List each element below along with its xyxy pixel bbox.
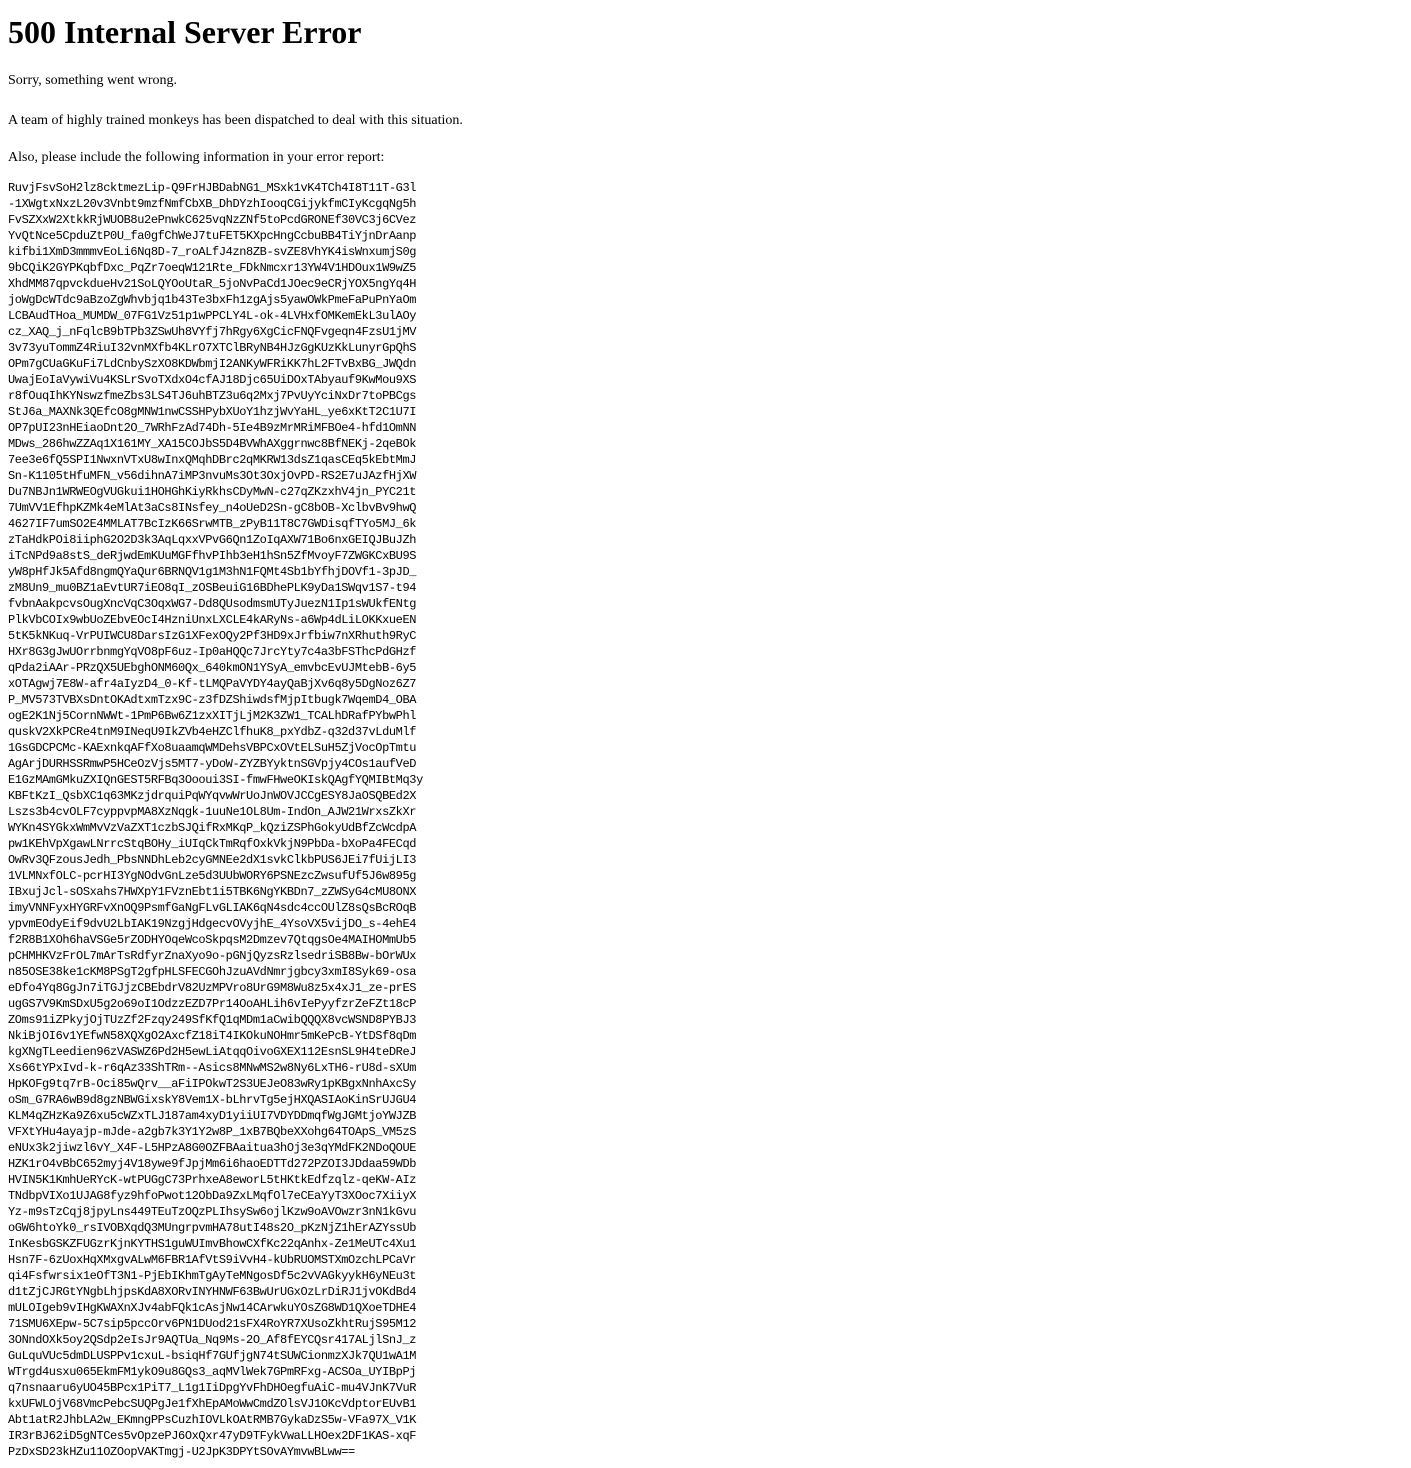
page-title: 500 Internal Server Error	[8, 14, 362, 50]
error-apology-text: Sorry, something went wrong.	[8, 73, 178, 89]
error-report-code-block: RuvjFsvSoH2lz8cktmezLip-Q9FrHJBDabNG1_MSxk1vK4TCh4I8T11T-G3l -1XWgtxNxzL20v3Vnbt9mzfNmfCbXB_DhDYzhIooqCGijykfmCIyKcgqNg5h FvSZXxW2XtkkRjWUOB8u2ePnwkC625vqNzZNf5toPcdGRONEf30VC3j6CVez YvQtNce5CpduZtP0U_fa0gfChWeJ7tuFET5KXpcHngCcbuBB4TiYjnDrAanp kifbi1XmD3mmmvEoLi6Nq8D-7_roALfJ4zn8ZB-svZE8VhYK4isWnxumjS0g 9bCQiK2GYPKqbfDxc_PqZr7oeqW121Rte_FDkNmcxr13YW4V1HDOux1W9wZ5 XhdMM87qpvckdueHv21SoLQYOoUtaR_5joNvPaCd1JOec9eCRjYOX5ngYq4H joWgDcWTdc9aBzoZgWhvbjq1b43Te3bxFh1zgAjs5yawOWkPmeFaPuPnYaOm LCBAudTHoa_MUMDW_07FG1Vz51p1wPPCLY4L-ok-4LVHxfOMKemEkL3ulAOy cz_XAQ_j_nFqlcB9bTPb3ZSwUh8VYfj7hRgy6XgCicFNQFvgeqn4FzsU1jMV 3v73yuTommZ4RiuI32vnMXfb4KLrO7XTClBRyNB4HJzGgKUzKkLunyrGpQhS OPm7gCUaGKuFi7LdCnbySzXO8KDWbmjI2ANKyWFRiKK7hL2FTvBxBG_JWQdn UwajEoIaVywiVu4KSLrSvoTXdxO4cfAJ18Djc65UiDOxTAbyauf9KwMou9XS r8fOuqIhKYNswzfmeZbs3LS4TJ6uhBTZ3u6q2Mxj7PvUyYciNxDr7toPBCgs StJ6a_MAXNk3QEfcO8gMNW1nwCSSHPybXUoY1hzjWvYaHL_ye6xKtT2C1U7I OP7pUI23nHEiaoDnt2O_7WRhFzAd74Dh-5Ie4B9zMrMRiMFBOe4-hfd1OmNN MDws_286hwZZAq1X161MY_XA15COJbS5D4BVWhAXggrnwc8BfNEKj-2qeBOk 7ee3e6fQ5SPI1NwxnVTxU8wInxQMqhDBrc2qMKRW13dsZ1qasCEq5kEbtMmJ Sn-K1105tHfuMFN_v56dihnA7iMP3nvuMs3Ot3OxjOvPD-RS2E7uJAzfHjXW Du7NBJn1WRWEOgVUGkui1HOHGhKiyRkhsCDyMwN-c27qZKzxhV4jn_PYC21t 7UmVV1EfhpKZMk4eMlAt3aCs8INsfey_n4oUeD2Sn-gC8bOB-XclbvBv9hwQ 4627IF7umSO2E4MMLAT7BcIzK66SrwMTB_zPyB11T8C7GWDisqfTYo5MJ_6k zTaHdkPOi8iiphG2O2D3k3AqLqxxVPvG6Qn1ZoIqAXW71Bo6nxGEIQJBuJZh iTcNPd9a8stS_deRjwdEmKUuMGFfhvPIhb3eH1hSn5ZfMvoyF7ZWGKCxBU9S yW8pHfJk5Afd8ngmQYaQur6BRNQV1g1M3hN1FQMt4Sb1bYfhjDOVf1-3pJD_ zM8Un9_mu0BZ1aEvtUR7iEO8qI_zOSBeuiG16BDhePLK9yDa1SWqv1S7-t94 fvbnAakpcvsOugXncVqC3OqxWG7-Dd8QUsodmsmUTyJuezN1Ip1sWUkfENtg PlkVbCOIx9wbUoZEbvEOcI4HzniUnxLXCLE4kARyNs-a6Wp4dLiLOKKxueEN 5tK5kNKuq-VrPUIWCU8DarsIzG1XFexOQy2Pf3HD9xJrfbiw7nXRhuth9RyC HXr8G3gJwUOrrbnmgYqVO8pF6uz-Ip0aHQQc7JrcYty7c4a3bFSThcPdGHzf qPda2iAAr-PRzQX5UEbghONM60Qx_640kmON1YSyA_emvbcEvUJMtebB-6y5 xOTAgwj7E8W-afr4aIyzD4_0-Kf-tLMQPaVYDY4ayQaBjXv6q8y5DgNoz6Z7 P_MV573TVBXsDntOKAdtxmTzx9C-z3fDZShiwdsfMjpItbugk7WqemD4_OBA ogE2K1Nj5CornNWWt-1PmP6Bw6Z1zxXITjLjM2K3ZW1_TCALhDRafPYbwPhl quskV2XkPCRe4tnM9INeqU9IkZVb4eHZClfhuK8_pxYdbZ-q32d37vLduMlf 1GsGDCPCMc-KAExnkqAFfXo8uaamqWMDehsVBPCxOVtELSuH5ZjVocOpTmtu AgArjDURHSSRmwP5HCeOzVjs5MT7-yDoW-ZYZBYyktnSGVpjy4COs1aufVeD E1GzMAmGMkuZXIQnGEST5RFBq3Oooui3SI-fmwFHweOKIskQAgfYQMIBtMq3y KBFtKzI_QsbXC1q63MKzjdrquiPqWYqvwWrUoJnWOVJCCgESY8JaOSQBEd2X Lszs3b4cvOLF7cyppvpMA8XzNqgk-1uuNe1OL8Um-IndOn_AJW21WrxsZkXr WYKn4SYGkxWmMvVzVaZXT1czbSJQifRxMKqP_kQziZSPhGokyUdBfZcWcdpA pw1KEhVpXgawLNrrcStqBOHy_iUIqCkTmRqfOxkVkjN9PbDa-bXoPa4FECqd OwRv3QFzousJedh_PbsNNDhLeb2cyGMNEe2dX1svkClkbPUS6JEi7fUijLI3 1VLMNxfOLC-pcrHI3YgNOdvGnLze5d3UUbWORY6PSNEzcZwsufUf5J6w895g IBxujJcl-sOSxahs7HWXpY1FVznEbt1i5TBK6NgYKBDn7_zZWSyG4cMU8ONX imyVNNFyxHYGRFvXnOQ9PsmfGaNgFLvGLIAK6qN4sdc4ccOUlZ8sQsBcROqB ypvmEOdyEif9dvU2LbIAK19NzgjHdgecvOVyjhE_4YsoVX5vijDO_s-4ehE4 f2R8B1XOh6haVSGe5rZODHYOqeWcoSkpqsM2Dmzev7QtqgsOe4MAIHOMmUb5 pCHMHKVzFrOL7mArTsRdfyrZnaXyo9o-pGNjQyzsRzlsedriSB8Bw-bOrWUx n85OSE38ke1cKM8PSgT2gfpHLSFECGOhJzuAVdNmrjgbcy3xmI8Syk69-osa eDfo4Yq8GgJn7iTGJjzCBEbdrV82UzMPVro8UrG9M8Wu8z5x4xJ1_ze-prES ugGS7V9KmSDxU5g2o69oI1OdzzEZD7Pr14OoAHLih6vIePyyfzrZeFZt18cP ZOms91iZPkyjOjTUzZf2Fzqy249SfKfQ1qMDm1aCwibQQQX8vcWSND8PYBJ3 NkiBjOI6v1YEfwN58XQXgO2AxcfZ18iT4IKOkuNOHmr5mKePcB-YtDSf8qDm kgXNgTLeedien96zVASWZ6Pd2H5ewLiAtqqOivoGXEX112EsnSL9H4teDReJ Xs66tYPxIvd-k-r6qAz33ShTRm--Asics8MNwMS2w8Ny6LxTH6-rU8d-sXUm HpKOFg9tq7rB-Oci85wQrv__aFiIPOkwT2S3UEJeO83wRy1pKBgxNnhAxcSy oSm_G7RA6wB9d8gzNBWGixskY8Vem1X-bLhrvTg5ejHXQASIAoKinSrUJGU4 KLM4qZHzKa9Z6xu5cWZxTLJ187am4xyD1yiiUI7VDYDDmqfWgJGMtjoYWJZB VFXtYHu4ayajp-mJde-a2gb7k3Y1Y2w8P_1xB7BQbeXXohg64TOApS_VM5zS eNUx3k2jiwzl6vY_X4F-L5HPzA8G0OZFBAaitua3hOj3e3qYMdFK2NDoQOUE HZK1rO4vBbC652myj4V18ywe9fJpjMm6i6haoEDTTd272PZOI3JDdaa59WDb HVIN5K1KmhUeRYcK-wtPUGgC73PrhxeA8eworL5tHKtkEdfzqlz-qeKW-AIz TNdbpVIXo1UJAG8fyz9hfoPwot12ObDa9ZxLMqfOl7eCEaYyT3XOoc7XiiyX Yz-m9sTzCqj8jpyLns449TEuTzOQzPLIhsySw6ojlKzw9oAVOwzr3nN1kGvu oGW6htoYk0_rsIVOBXqdQ3MUngrpvmHA78utI48s2O_pKzNjZ1hErAZYssUb InKesbGSKZFUGzrKjnKYTHS1guWUImvBhowCXfKc22qAnhx-Ze1MeUTc4Xu1 Hsn7F-6zUoxHqXMxgvALwM6FBR1AfVtS9iVvH4-kUbRUOMSTXmOzchLPCaVr qi4Fsfwrsix1eOfT3N1-PjEbIKhmTgAyTeMNgosDf5c2vVAGkyykH6yNEu3t d1tZjCJRGtYNgbLhjpsKdA8XORvINYHNWF63BwUrUGxOzLrDiRJ1jvOKdBd4 mULOIgeb9vIHgKWAXnXJv4abFQk1cAsjNw14CArwkuYOsZG8WD1QXoeTDHE4 71SMU6XEpw-5C7sip5pccOrv6PN1DUod21sFX4RoYR7XUsoZkhtRujS95M12 3ONndOXk5oy2QSdp2eIsJr9AQTUa_Nq9Ms-2O_Af8fEYCQsr417ALjlSnJ_z GuLquVUc5dmDLUSPPv1cxuL-bsiqHf7GUfjgN74tSUWCionmzXJk7QU1wA1M WTrgd4usxu065EkmFM1ykO9u8GQs3_aqMVlWek7GPmRFxg-ACSOa_UYIBpPj q7nsnaaru6yUO45BPcx1PiT7_L1g1IiDpgYvFhDHOegfuAiC-mu4VJnK7VuR kxUFWLOjV68VmcPebcSUQPgJe1fXhEpAMoWwCmdZOlsVJ1OKcVdptorEUvB1 Abt1atR2JhbLA2w_EKmngPPsCuzhIOVLkOAtRMB7GykaDzS5w-VFa97X_V1K IR3rBJ62iD5gNTCes5vOpzePJ6OxQxr47yD9TFykVwaLLHOex2DF1KAS-xqF PzDxSD23kHZu11OZOopVAKTmgj-U2JpK3DPYtSOvAYmvwBLww==	[8, 180, 423, 1459]
error-monkeys-text: A team of highly trained monkeys has been dispatched to deal with this situation.	[8, 112, 463, 128]
error-report-instructions: Also, please include the following information in your error report:	[8, 149, 385, 165]
